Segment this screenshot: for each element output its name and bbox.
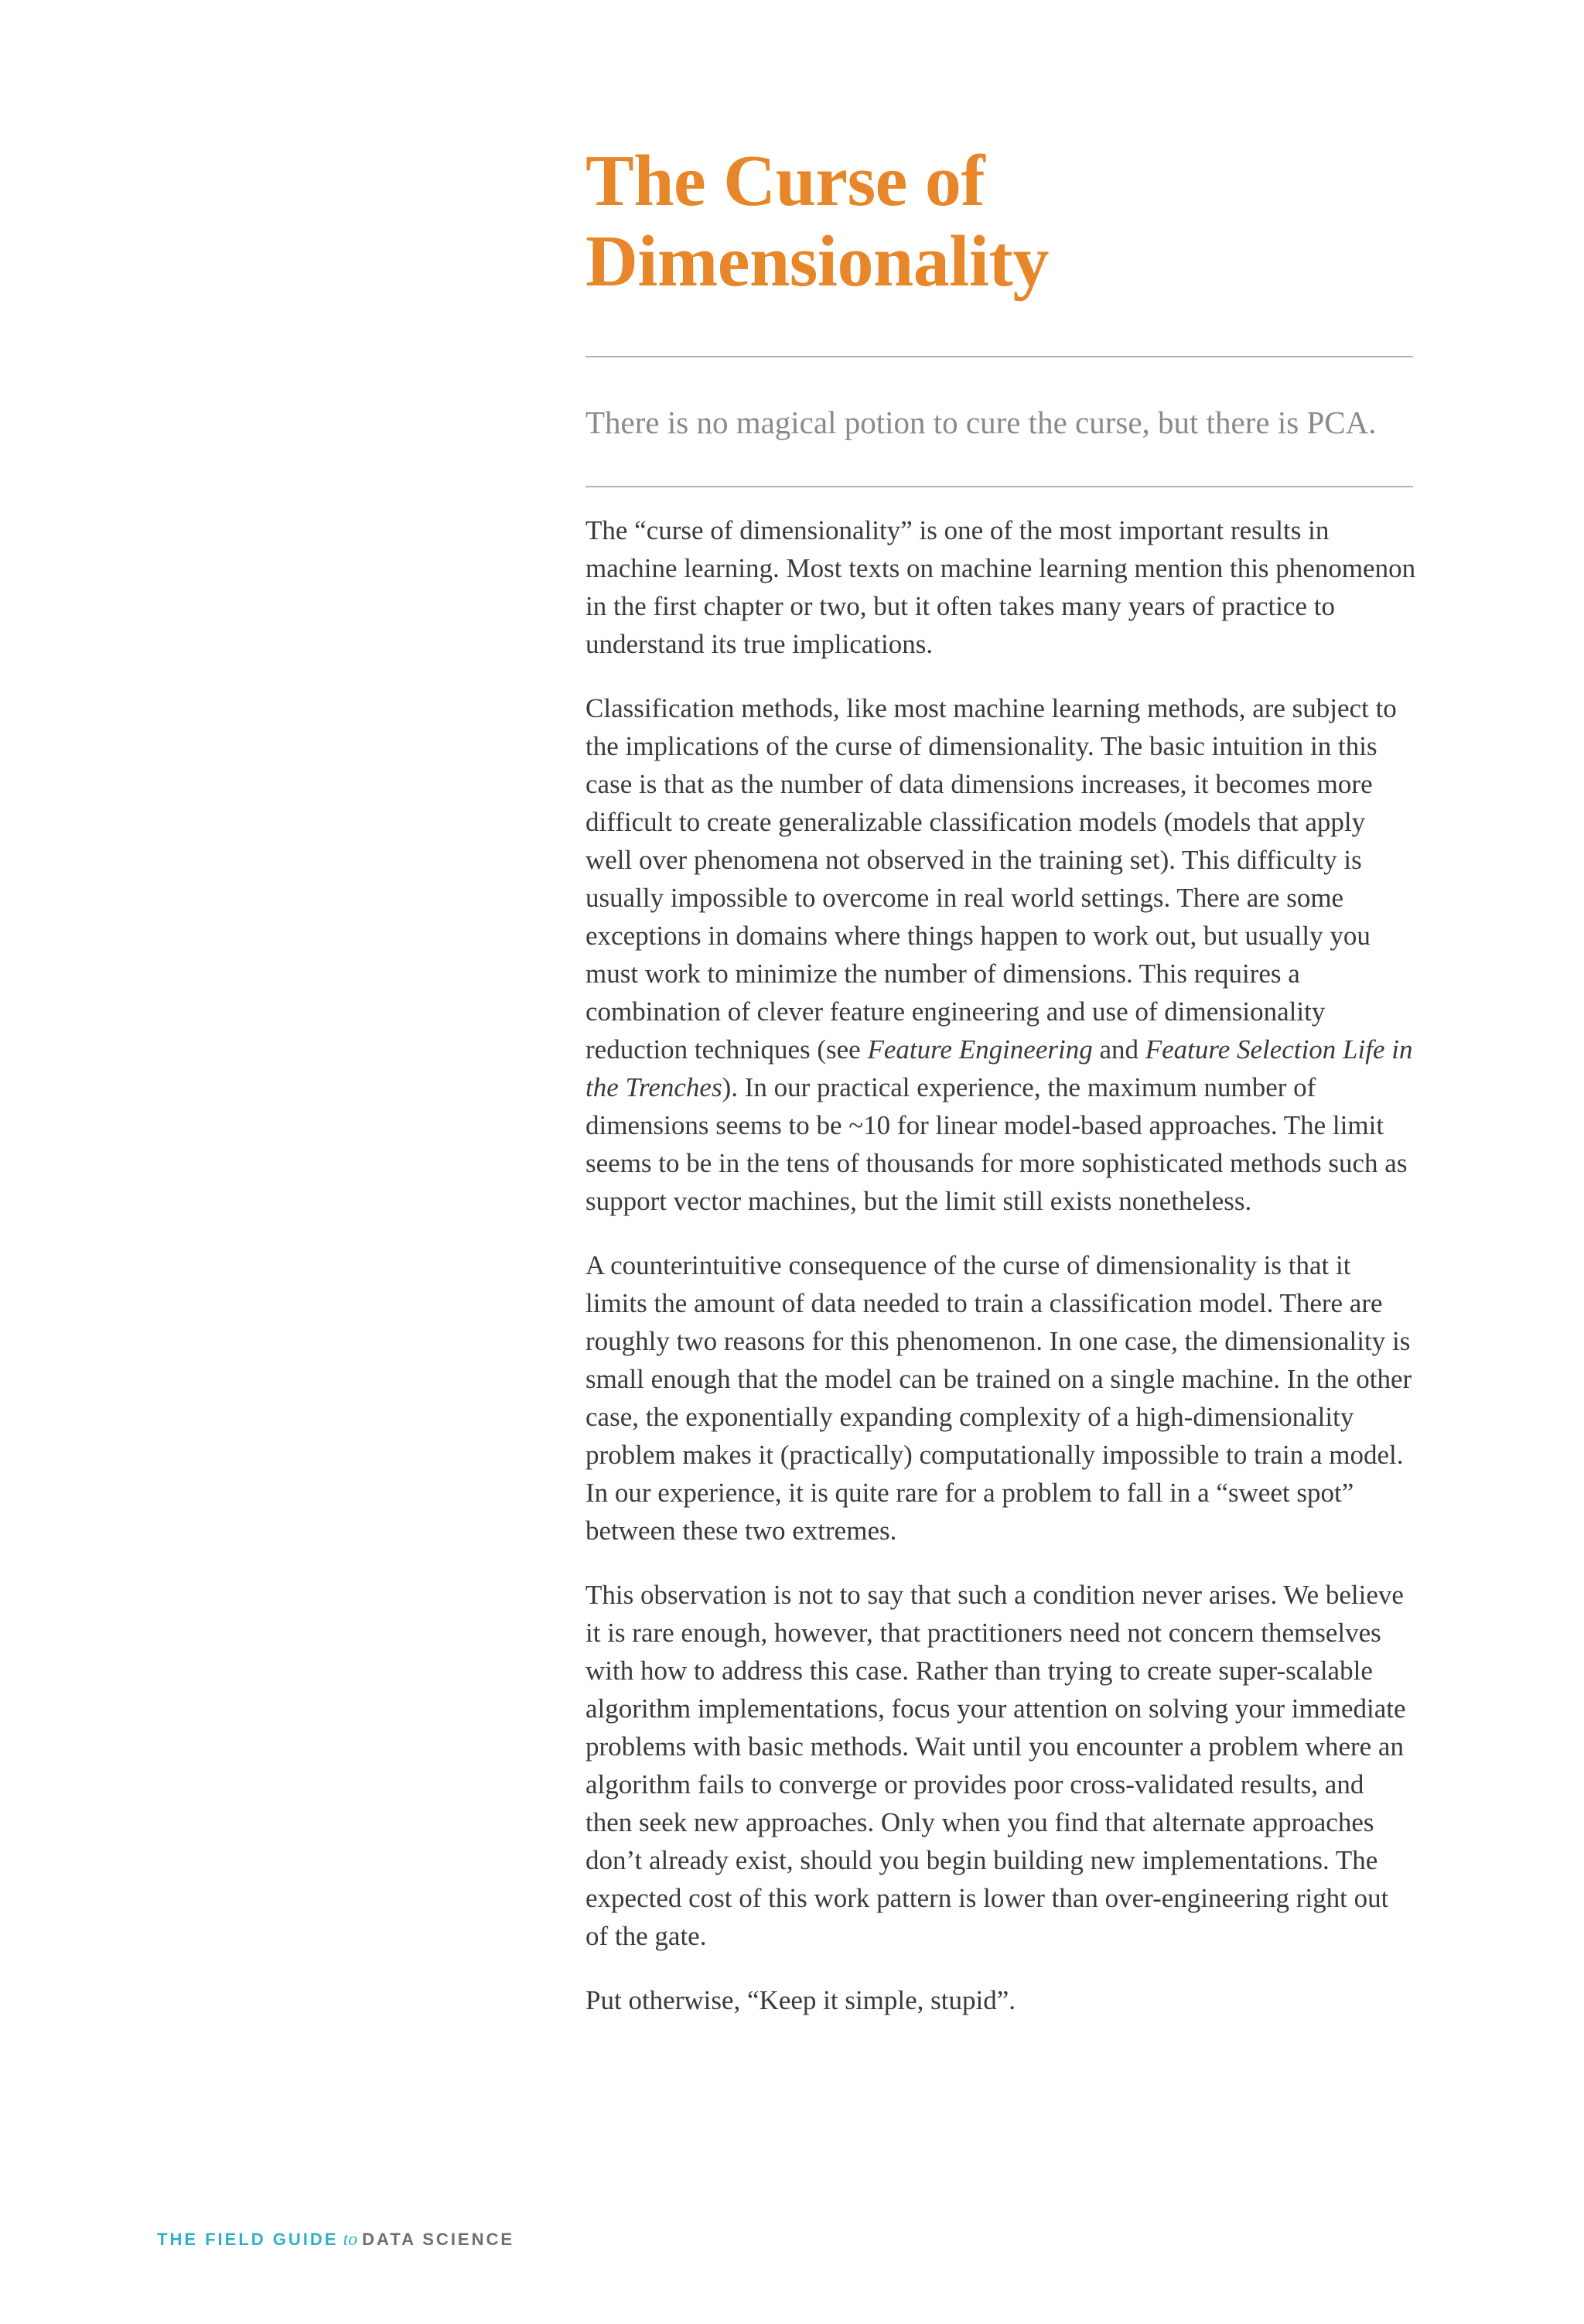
running-footer	[157, 2230, 514, 2251]
paragraph-3: A counterintuitive consequence of the curse of dimensionality is that it limits the amount of data needed to train a classification model. There are roughly two reasons for this phenomenon. In one case, the dimensionality is small enough that the model can be trained on a single machine. In the other case, the exponentially expanding complexity of a high-dimensionality problem makes it (practically) computationally impossible to train a model. In our experience, it is quite rare for a problem to fall in a “sweet spot” between these two extremes.	[585, 1250, 1412, 1546]
divider-bottom	[585, 486, 1413, 487]
divider-top	[585, 356, 1413, 357]
reference-feature-selection: Feature Selection Life in the Trenches	[585, 1034, 1413, 1102]
page-title	[585, 141, 1436, 302]
paragraph-4: This observation is not to say that such a condition never arises. We believe it is rare enough, however, that practitioners need not concern themselves with how to address this case. Rather than trying to create super-scalable algorithm implementations, focus your attention on solving your immediate problems with basic methods. Wait until you encounter a problem where an algorithm fails to converge or provides poor cross-validated results, and then seek new approaches. Only when you find that alternate approaches don’t already exist, should you begin building new implementations. The expected cost of this work pattern is lower than over-engineering right out of the gate.	[585, 1580, 1406, 1951]
footer-part-3: DATA SCIENCE	[362, 2230, 515, 2249]
footer-part-1: THE FIELD GUIDE	[157, 2230, 339, 2249]
paragraph-2-text-a: Classification methods, like most machine learning methods, are subject to the implications of the curse of dimensionality. The basic intuition in this case is that as the number of data dimensions increases, it becomes more difficult to create generalizable classification models (models that apply well over phenomena not observed in the training set). This difficulty is usually impossible to overcome in real world settings. There are some exceptions in domains where things happen to work out, but usually you must work to minimize the number of dimensions. This requires a combination of clever feature engineering and use of dimensionality reduction techniques (see	[585, 693, 1397, 1065]
footer-part-2: to	[343, 2230, 358, 2250]
paragraph-2-text-b: ). In our practical experience, the maximum number of dimensions seems to be ~10 for linear model-based approaches. The limit seems to be in the tens of thousands for more sophisticated methods such as support vector machines, but the limit still exists nonetheless.	[585, 1072, 1408, 1216]
title-line-1: The Curse of	[585, 141, 985, 221]
paragraph-1: The “curse of dimensionality” is one of the most important results in machine learning. Most texts on machine learning mention this phenomenon in the first chapter or two, but it often takes many years of practice to understand its true implications.	[585, 515, 1416, 659]
body-text	[585, 511, 1417, 2045]
reference-feature-engineering: Feature Engineering	[867, 1034, 1093, 1065]
title-line-2: Dimensionality	[585, 221, 1049, 302]
paragraph-2	[585, 689, 1417, 1220]
paragraph-5: Put otherwise, “Keep it simple, stupid”.	[585, 1985, 1016, 2015]
paragraph-2-and: and	[1092, 1034, 1145, 1065]
subtitle: There is no magical potion to cure the curse, but there is PCA.	[585, 405, 1377, 440]
